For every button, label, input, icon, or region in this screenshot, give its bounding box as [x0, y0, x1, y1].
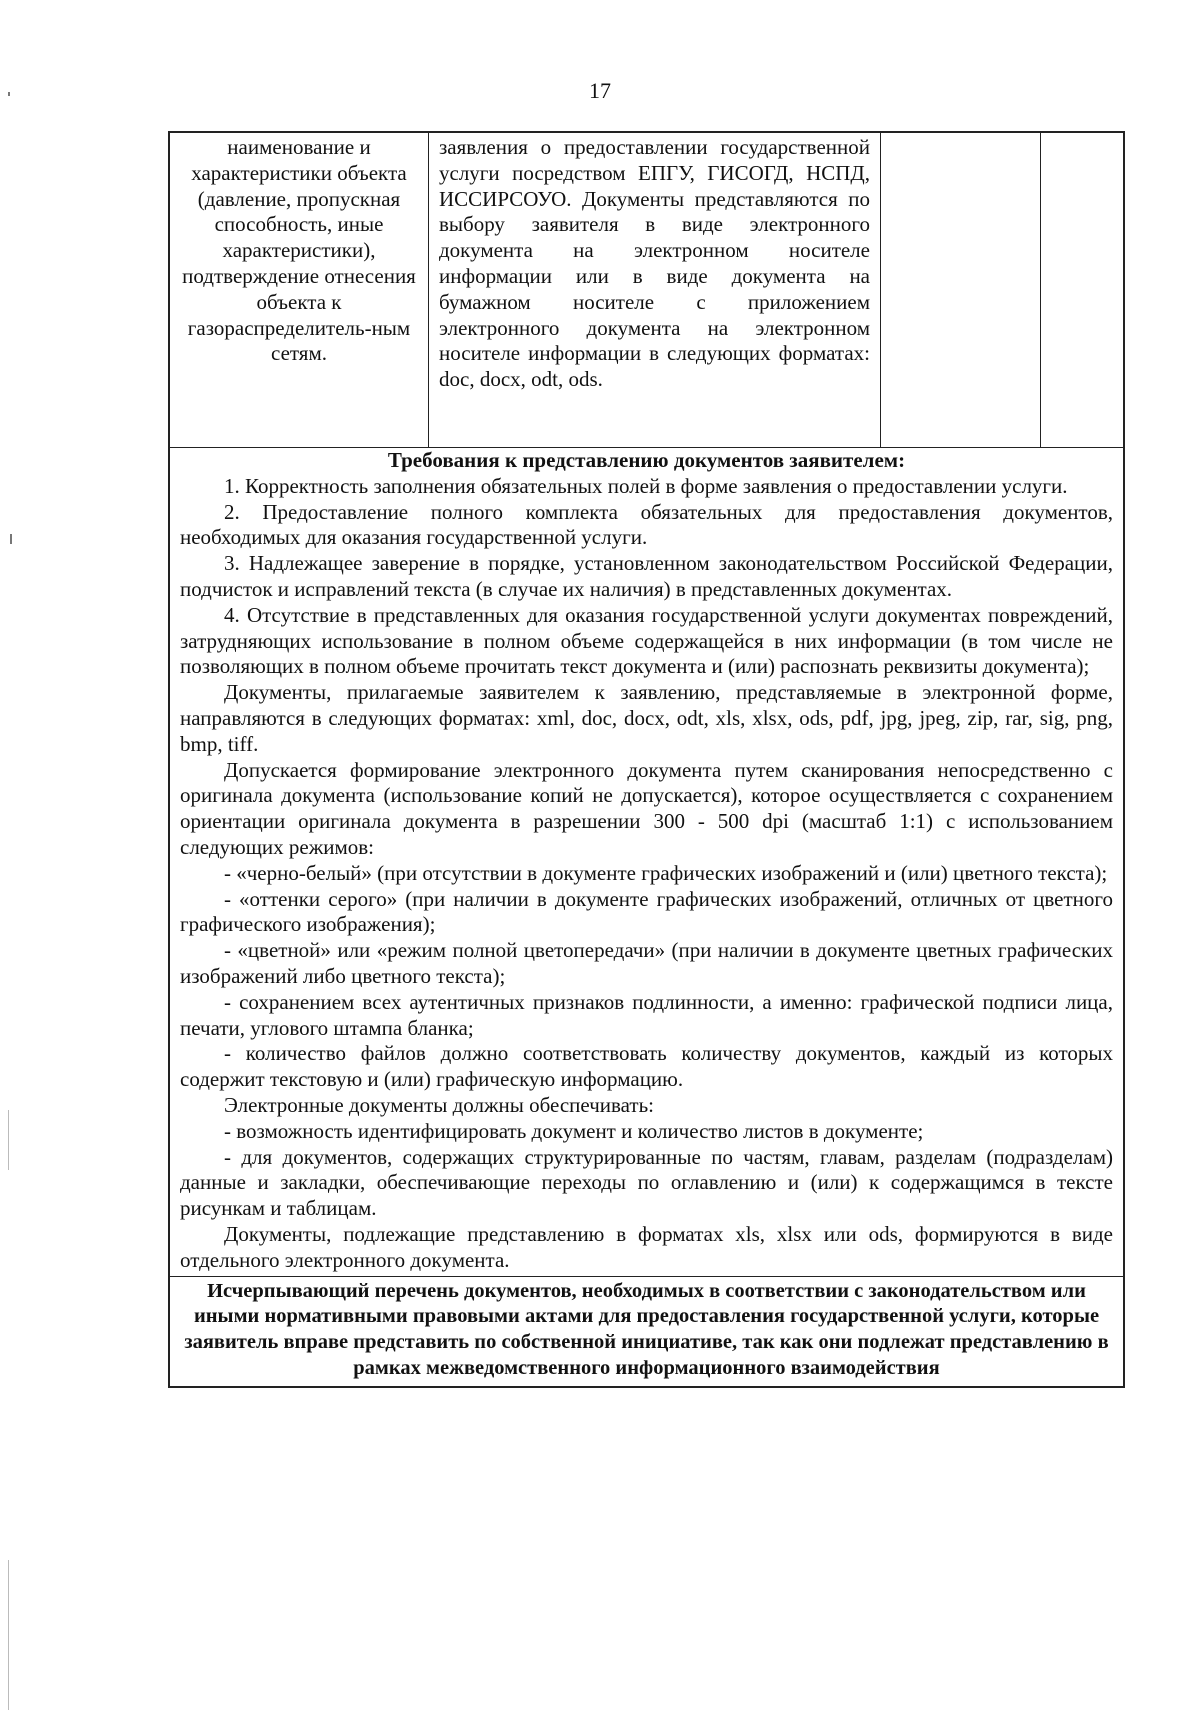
document-table [168, 131, 1125, 1388]
requirement-paragraph: 1. Корректность заполнения обязательных полей в форме заявления о предоставлении услуги. [224, 473, 1068, 498]
requirement-paragraph: Допускается формирование электронного документа путем сканирования непосредственно с оригинала документа (использование копий не допускается), которое осуществляется с сохранением ориентации оригинала документа в разрешении 300 - 500 dpi (масштаб 1:1) с использованием следующих режимов: [180, 757, 1113, 859]
table-cell-object-characteristics [170, 133, 429, 447]
requirement-paragraph: Документы, подлежащие представлению в форматах xls, xlsx или ods, формируются в виде отдельного электронного документа. [180, 1221, 1113, 1272]
requirement-paragraph: 2. Предоставление полного комплекта обязательных для предоставления документов, необходимых для оказания государственной услуги. [180, 499, 1113, 550]
requirement-paragraph: - количество файлов должно соответствовать количеству документов, каждый из которых содержит текстовую и (или) графическую информацию. [180, 1041, 1113, 1092]
table-cell-empty [881, 133, 1041, 447]
requirements-section [170, 448, 1123, 1276]
cell-text: наименование и характеристики объекта (давление, пропускная способность, иные характеристики), подтверждение отнесения объекта к газораспределитель-ным сетям. [182, 135, 416, 366]
scan-mark [8, 1110, 9, 1170]
requirement-paragraph: 3. Надлежащее заверение в порядке, установленном законодательством Российской Федерации, подчисток и исправлений текста (в случае их наличия) в представленных документах. [180, 551, 1113, 601]
requirement-paragraph: - «цветной» или «режим полной цветопередачи» (при наличии в документе цветных графических изображений либо цветного текста); [180, 938, 1113, 988]
requirement-paragraph: Документы, прилагаемые заявителем к заявлению, представляемые в электронной форме, направляются в следующих форматах: xml, doc, docx, odt, xls, xlsx, ods, pdf, jpg, jpeg, zip, rar, sig, png, bmp, tiff. [180, 680, 1113, 756]
table-cell-submission-method [429, 133, 881, 447]
cell-text: заявления о предоставлении государственной услуги посредством ЕПГУ, ГИСОГД, НСПД, ИССИРСОУО. Документы представляются по выбору заявителя в виде электронного документа на электронном носителе информации или в виде документа на бумажном носителе с приложением электронного документа на электронном носителе информации в следующих форматах: doc, docx, odt, ods. [439, 135, 870, 392]
requirement-paragraph: - для документов, содержащих структурированные по частям, главам, разделам (подразделам) данные и закладки, обеспечивающие переходы по оглавлению и (или) к содержащимся в тексте рисункам и таблицам. [180, 1144, 1113, 1221]
page-number: 17 [589, 78, 611, 103]
requirement-paragraph: - «оттенки серого» (при наличии в документе графических изображений, отличных от цветного графического изображения); [180, 886, 1113, 937]
table-row [170, 133, 1123, 448]
requirement-paragraph: - возможность идентифицировать документ и количество листов в документе; [224, 1118, 924, 1143]
requirement-paragraph: Электронные документы должны обеспечивать: [224, 1092, 655, 1117]
requirement-paragraph: 4. Отсутствие в представленных для оказания государственной услуги документах повреждений, затрудняющих использование в полном объеме содержащейся в них информации (в том числе не позволяющих в полном объеме прочитать текст документа и (или) распознать реквизиты документа); [180, 602, 1113, 679]
scan-mark [8, 1560, 9, 1710]
table-cell-empty [1041, 133, 1123, 447]
exhaustive-list-section [170, 1276, 1123, 1386]
scan-mark [10, 534, 12, 544]
scan-mark [8, 92, 10, 96]
requirement-paragraph: - «черно-белый» (при отсутствии в документе графических изображений и (или) цветного текста); [224, 860, 1108, 885]
requirements-heading: Требования к представлению документов заявителем: [387, 448, 906, 472]
requirement-paragraph: - сохранением всех аутентичных признаков подлинности, а именно: графической подписи лица, печати, углового штампа бланка; [180, 989, 1113, 1040]
exhaustive-list-heading: Исчерпывающий перечень документов, необходимых в соответствии с законодательством или иными нормативными правовыми актами для предоставления государственной услуги, которые заявитель вправе представить по собственной инициативе, так как они подлежат представлению в рамках межведомственного информационного взаимодействия [184, 1279, 1109, 1379]
